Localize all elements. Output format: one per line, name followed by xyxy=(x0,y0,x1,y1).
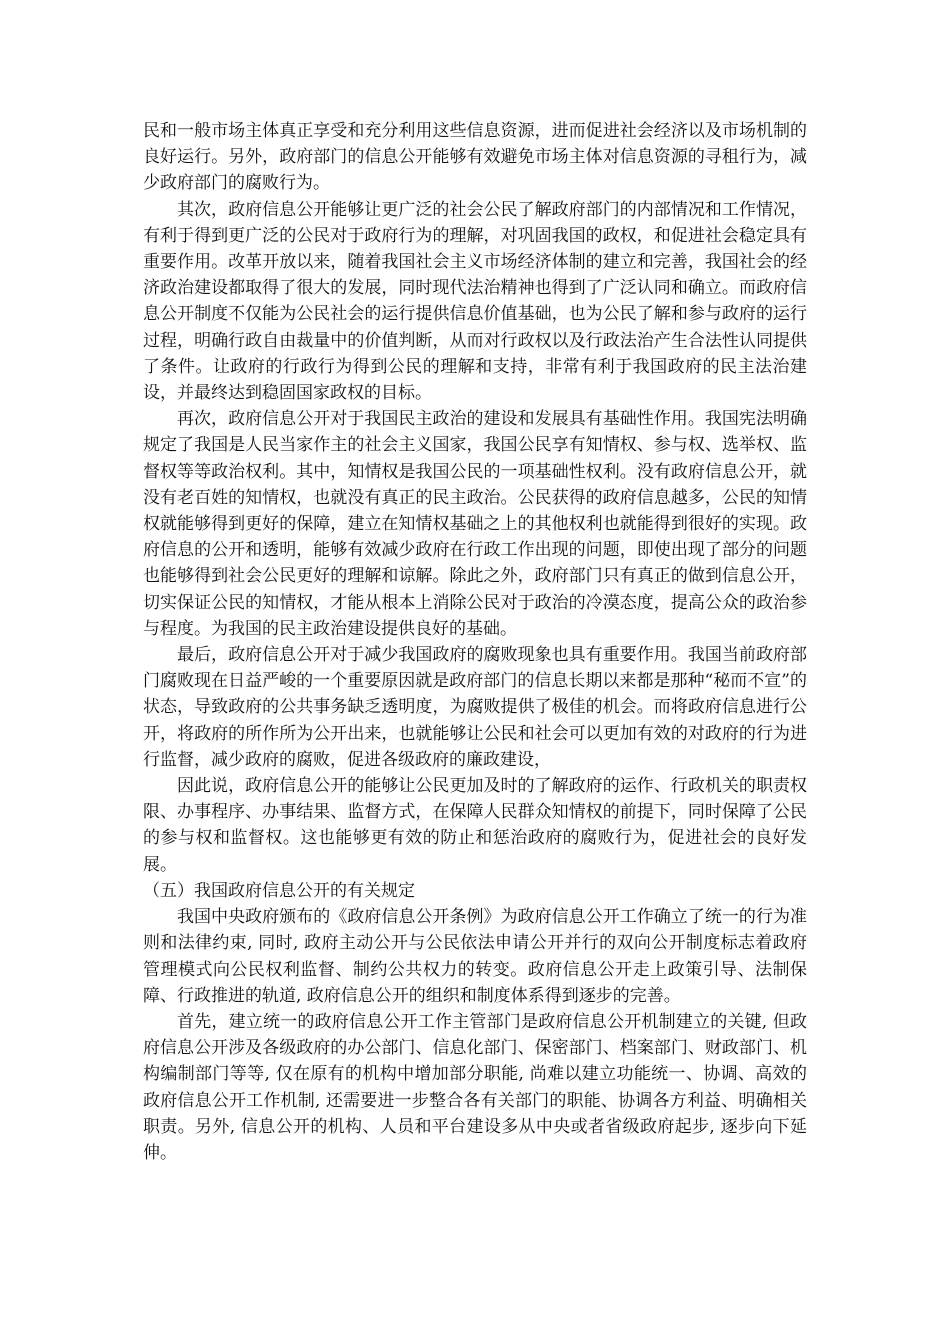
paragraph-first-point: 首先，建立统一的政府信息公开工作主管部门是政府信息公开机制建立的关键, 但政府信息公开涉及各级政府的办公部门、信息化部门、保密部门、档案部门、财政部门、机构编制部门等等, 仅在原有的机构中增加部分职能, 尚难以建立功能统一、协调、高效的政府信息公开工作机制, 还需要进一步整合各有关部门的职能、协调各方利益、明确相关职责。另外, 信息公开的机构、人员和平台建设多从中央或者省级政府起步, 逐步向下延伸。 xyxy=(143,1011,807,1163)
paragraph-secondly: 其次，政府信息公开能够让更广泛的社会公民了解政府部门的内部情况和工作情况，有利于得到更广泛的公民对于政府行为的理解，对巩固我国的政权，和促进社会稳定具有重要作用。改革开放以来，随着我国社会主义市场经济体制的建立和完善，我国社会的经济政治建设都取得了很大的发展，同时现代法治精神也得到了广泛认同和确立。而政府信息公开制度不仅能为公民社会的运行提供信息价值基础，也为公民了解和参与政府的运行过程，明确行政自由裁量中的价值判断，从而对行政权以及行政法治产生合法性认同提供了条件。让政府的行政行为得到公民的理解和支持，非常有利于我国政府的民主法治建设，并最终达到稳固国家政权的目标。 xyxy=(143,199,807,404)
paragraph-continuation: 民和一般市场主体真正享受和充分利用这些信息资源，进而促进社会经济以及市场机制的良好运行。另外，政府部门的信息公开能够有效避免市场主体对信息资源的寻租行为，减少政府部门的腐败行为。 xyxy=(143,121,807,194)
paragraph-thirdly: 再次，政府信息公开对于我国民主政治的建设和发展具有基础性作用。我国宪法明确规定了我国是人民当家作主的社会主义国家，我国公民享有知情权、参与权、选举权、监督权等等政治权利。其中，知情权是我国公民的一项基础性权利。没有政府信息公开，就没有老百姓的知情权，也就没有真正的民主政治。公民获得的政府信息越多，公民的知情权就能够得到更好的保障，建立在知情权基础之上的其他权利也就能得到很好的实现。政府信息的公开和透明，能够有效减少政府在行政工作出现的问题，即使出现了部分的问题也能够得到社会公民更好的理解和谅解。除此之外，政府部门只有真正的做到信息公开，切实保证公民的知情权，才能从根本上消除公民对于政治的冷漠态度，提高公众的政治参与程度。为我国的民主政治建设提供良好的基础。 xyxy=(143,409,807,639)
document-body xyxy=(143,118,807,1166)
paragraph-finally: 最后，政府信息公开对于减少我国政府的腐败现象也具有重要作用。我国当前政府部门腐败现在日益严峻的一个重要原因就是政府部门的信息长期以来都是那种“秘而不宣”的状态，导致政府的公共事务缺乏透明度，为腐败提供了极佳的机会。而将政府信息进行公开，将政府的所作所为公开出来，也就能够让公民和社会可以更加有效的对政府的行为进行监督，减少政府的腐败，促进各级政府的廉政建设， xyxy=(143,645,807,770)
paragraph-regulations: 我国中央政府颁布的《政府信息公开条例》为政府信息公开工作确立了统一的行为准则和法律约束, 同时, 政府主动公开与公民依法申请公开并行的双向公开制度标志着政府管理模式向公民权利监督、制约公共权力的转变。政府信息公开走上政策引导、法制保障、行政推进的轨道, 政府信息公开的组织和制度体系得到逐步的完善。 xyxy=(143,907,807,1006)
section-heading: （五）我国政府信息公开的有关规定 xyxy=(143,880,415,901)
paragraph-conclusion: 因此说，政府信息公开的能够让公民更加及时的了解政府的运作、行政机关的职责权限、办事程序、办事结果、监督方式，在保障人民群众知情权的前提下，同时保障了公民的参与权和监督权。这也能够更有效的防止和惩治政府的腐败行为，促进社会的良好发展。 xyxy=(143,776,807,875)
